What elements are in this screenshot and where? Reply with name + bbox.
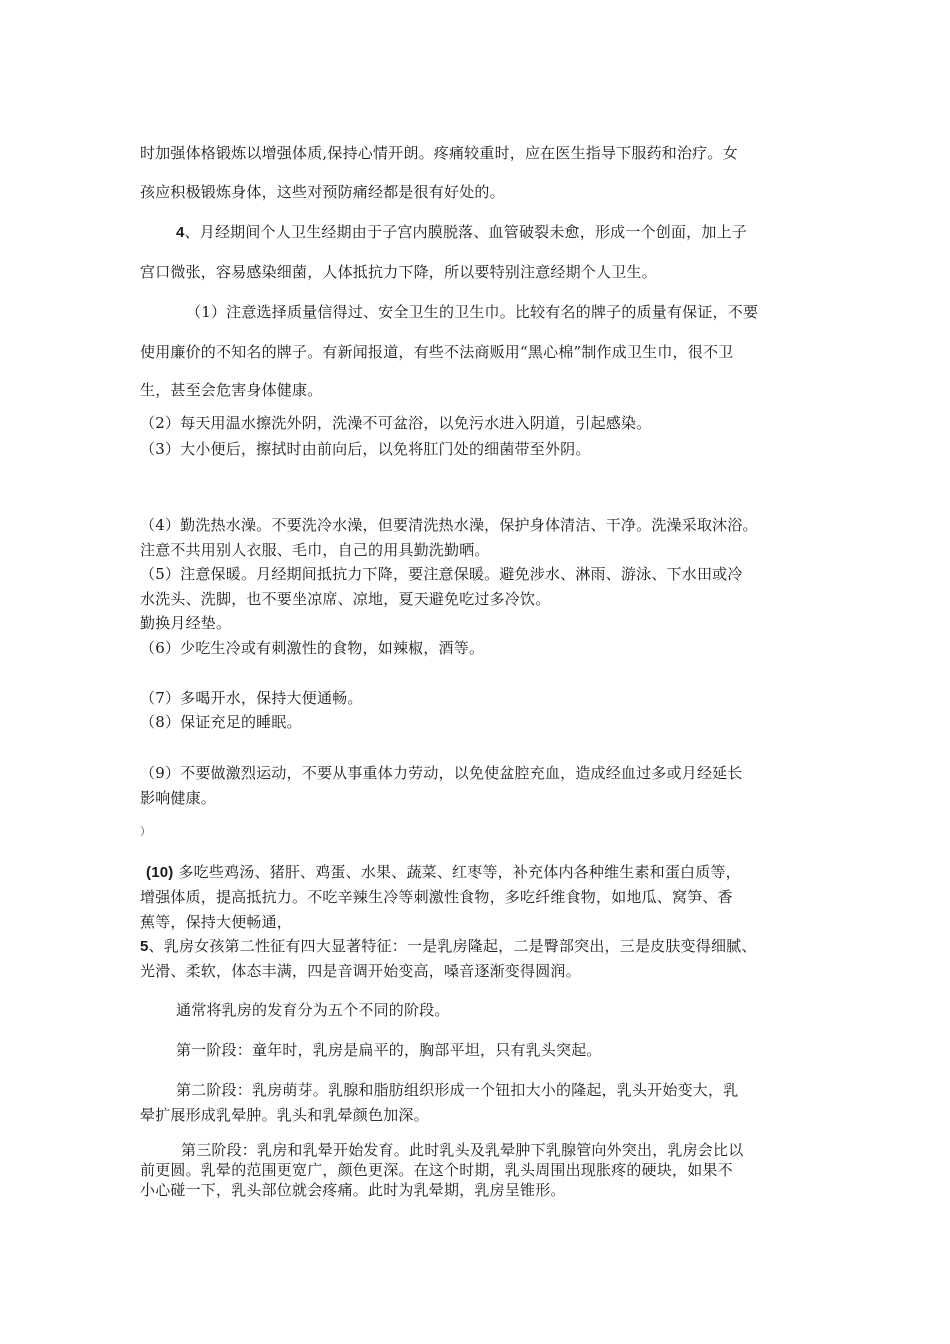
section-number: 5 <box>140 938 149 955</box>
list-item-line: （2）每天用温水擦洗外阴，洗澡不可盆浴，以免污水进入阴道，引起感染。 <box>140 414 652 432</box>
paragraph-line: 第一阶段：童年时，乳房是扁平的，胸部平坦，只有乳头突起。 <box>176 1041 602 1059</box>
paragraph-line: 前更圆。乳晕的范围更宽广，颜色更深。在这个时期，乳头周围出现胀疼的硬块，如果不 <box>140 1161 733 1179</box>
paragraph-text: 、月经期间个人卫生经期由于子宫内膜脱落、血管破裂未愈，形成一个创面，加上子 <box>184 223 747 241</box>
paragraph-line: 小心碰一下，乳头部位就会疼痛。此时为乳晕期，乳房呈锥形。 <box>140 1181 566 1199</box>
paragraph-line: 光滑、柔软，体态丰满，四是音调开始变高，嗓音逐渐变得圆润。 <box>140 962 581 980</box>
list-item-10-line <box>146 862 741 883</box>
paragraph-line: 增强体质，提高抵抗力。不吃辛辣生冷等刺激性食物，多吃纤维食物，如地瓜、窝笋、香 <box>140 888 733 906</box>
paragraph-line: 宫口微张，容易感染细菌，人体抵抗力下降，所以要特别注意经期个人卫生。 <box>140 263 657 281</box>
stray-mark: ） <box>140 825 152 838</box>
list-item-line: 勤换月经垫。 <box>140 614 232 632</box>
list-item-line: （3）大小便后，擦拭时由前向后，以免将肛门处的细菌带至外阴。 <box>140 440 591 458</box>
list-item-line: （7）多喝开水，保持大便通畅。 <box>140 689 363 707</box>
section-5-heading-line <box>140 936 757 957</box>
paragraph-text: 多吃些鸡汤、猪肝、鸡蛋、水果、蔬菜、红枣等，补充体内各种维生素和蛋白质等， <box>173 863 741 881</box>
paragraph-line: 生，甚至会危害身体健康。 <box>140 381 323 399</box>
list-item-line: （4）勤洗热水澡。不要洗冷水澡，但要清洗热水澡，保护身体清洁、干净。洗澡采取沐浴。 <box>140 516 758 534</box>
paragraph-line: 使用廉价的不知名的牌子。有新闻报道，有些不法商贩用“黑心棉”制作成卫生巾，很不卫 <box>140 343 734 361</box>
paragraph-text: 、乳房女孩第二性征有四大显著特征：一是乳房隆起，二是臀部突出，三是皮肤变得细腻、 <box>148 937 757 955</box>
paragraph-line: 时加强体格锻炼以增强体质,保持心情开朗。疼痛较重时，应在医生指导下服药和治疗。女 <box>140 144 738 162</box>
paragraph-line: 孩应积极锻炼身体，这些对预防痛经都是很有好处的。 <box>140 183 505 201</box>
paragraph-line: 第三阶段：乳房和乳晕开始发育。此时乳头及乳晕肿下乳腺管向外突出，乳房会比以 <box>181 1141 744 1159</box>
list-item-line: （6）少吃生冷或有刺激性的食物，如辣椒，酒等。 <box>140 639 485 657</box>
paragraph-line: 第二阶段：乳房萌芽。乳腺和脂肪组织形成一个钮扣大小的隆起，乳头开始变大，乳 <box>176 1081 739 1099</box>
section-4-heading-line <box>176 222 747 243</box>
list-item-line: （8）保证充足的睡眠。 <box>140 713 302 731</box>
list-item-line: 影响健康。 <box>140 789 217 807</box>
list-item-line: 水洗头、洗脚，也不要坐凉席、凉地，夏天避免吃过多冷饮。 <box>140 590 551 608</box>
paragraph-line: 通常将乳房的发育分为五个不同的阶段。 <box>176 1001 450 1019</box>
paragraph-line: 晕扩展形成乳晕肿。乳头和乳晕颜色加深。 <box>140 1106 429 1124</box>
list-item-line: （5）注意保暖。月经期间抵抗力下降，要注意保暖。避免涉水、淋雨、游泳、下水田或冷 <box>140 565 743 583</box>
list-item-line: 注意不共用别人衣服、毛巾，自己的用具勤洗勤晒。 <box>140 541 490 559</box>
item-number: (10) <box>146 864 174 881</box>
paragraph-line: （1）注意选择质量信得过、安全卫生的卫生巾。比较有名的牌子的质量有保证，不要 <box>186 303 759 321</box>
list-item-line: （9）不要做激烈运动，不要从事重体力劳动，以免使盆腔充血，造成经血过多或月经延长 <box>140 764 743 782</box>
section-number: 4 <box>176 224 185 241</box>
paragraph-line: 蕉等，保持大便畅通， <box>140 913 293 931</box>
